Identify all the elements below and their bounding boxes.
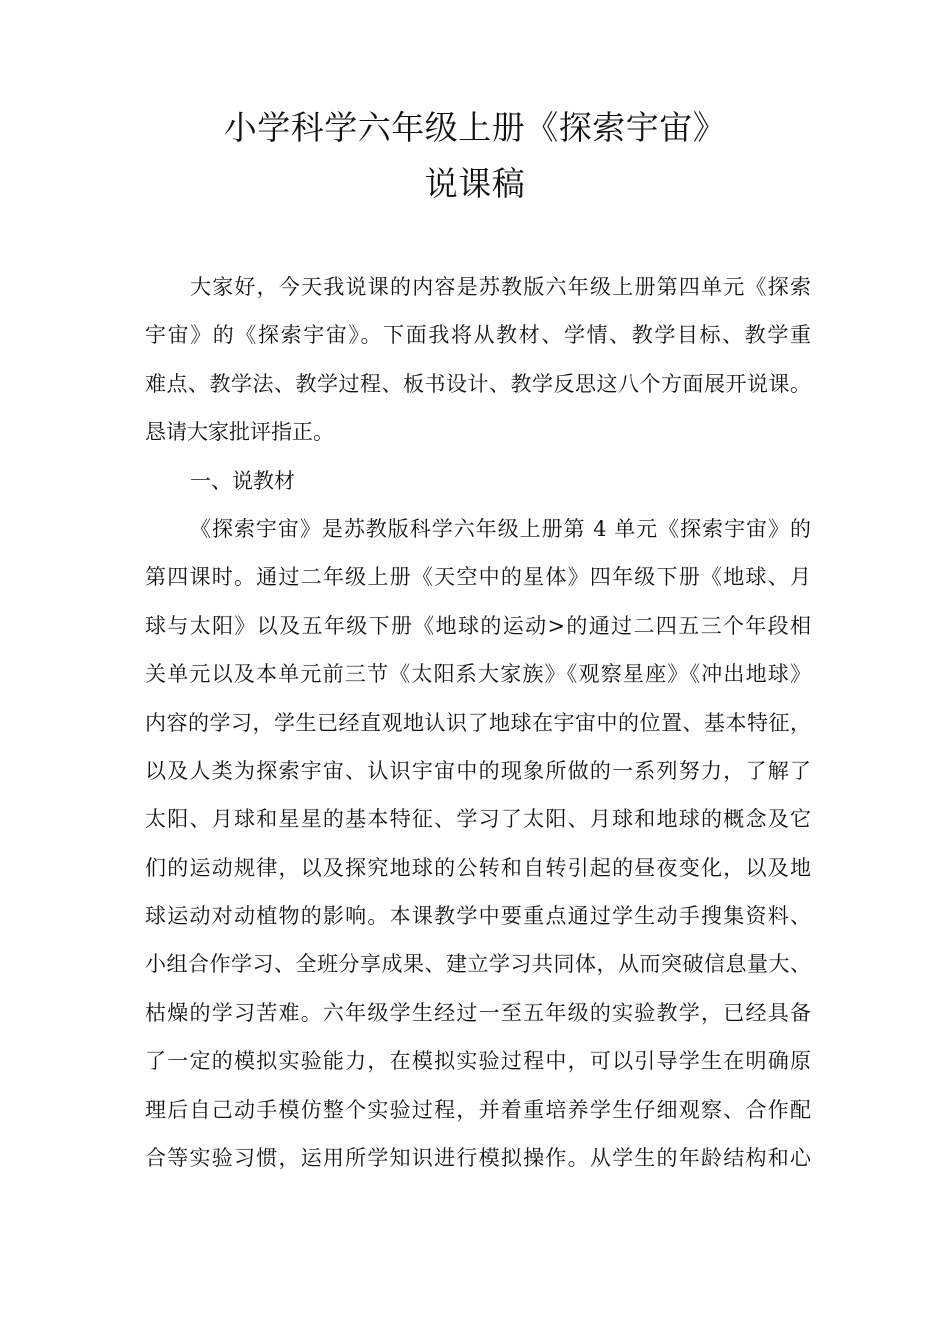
paragraph-textbook-line: 球运动对动植物的影响。本课教学中要重点通过学生动手搜集资料、 — [145, 904, 811, 929]
paragraph-textbook-line: 第四课时。通过二年级上册《天空中的星体》四年级下册《地球、月 — [145, 565, 811, 590]
paragraph-intro-line: 宇宙》的《探索宇宙》。下面我将从教材、学情、教学目标、教学重 — [145, 323, 811, 348]
paragraph-textbook-line: 《探索宇宙》是苏教版科学六年级上册第 4 单元《探索宇宙》的 — [190, 516, 811, 541]
paragraph-textbook-line: 小组合作学习、全班分享成果、建立学习共同体，从而突破信息量大、 — [145, 952, 811, 977]
paragraph-textbook-line: 球与太阳》以及五年级下册《地球的运动>的通过二四五三个年段相 — [145, 613, 811, 638]
paragraph-textbook-line: 们的运动规律，以及探究地球的公转和自转引起的昼夜变化，以及地 — [145, 855, 811, 880]
document-title — [0, 100, 950, 212]
paragraph-textbook-line: 关单元以及本单元前三节《太阳系大家族》《观察星座》《冲出地球》 — [145, 662, 811, 687]
paragraph-intro-line: 大家好，今天我说课的内容是苏教版六年级上册第四单元《探索 — [190, 275, 811, 299]
paragraph-textbook-line: 太阳、月球和星星的基本特征、学习了太阳、月球和地球的概念及它 — [145, 807, 811, 832]
paragraph-intro-line: 难点、教学法、教学过程、板书设计、教学反思这八个方面展开说课。 — [145, 371, 811, 396]
paragraph-textbook-line: 内容的学习，学生已经直观地认识了地球在宇宙中的位置、基本特征， — [145, 710, 811, 735]
title-line-main: 小学科学六年级上册《探索宇宙》 — [223, 108, 727, 147]
title-line-sub: 说课稿 — [424, 164, 526, 203]
paragraph-textbook-line: 理后自己动手模仿整个实验过程，并着重培养学生仔细观察、合作配 — [145, 1097, 811, 1122]
paragraph-textbook-line: 合等实验习惯，运用所学知识进行模拟操作。从学生的年龄结构和心 — [145, 1146, 811, 1171]
paragraph-textbook-line: 了一定的模拟实验能力，在模拟实验过程中，可以引导学生在明确原 — [145, 1049, 811, 1074]
paragraph-textbook-line: 以及人类为探索宇宙、认识宇宙中的现象所做的一系列努力，了解了 — [145, 758, 811, 783]
document-body — [145, 263, 811, 1182]
paragraph-intro-line: 恳请大家批评指正。 — [145, 420, 334, 445]
paragraph-textbook-line: 枯燥的学习苦难。六年级学生经过一至五年级的实验教学，已经具备 — [145, 1000, 811, 1025]
section-heading-textbook: 一、说教材 — [190, 468, 295, 493]
